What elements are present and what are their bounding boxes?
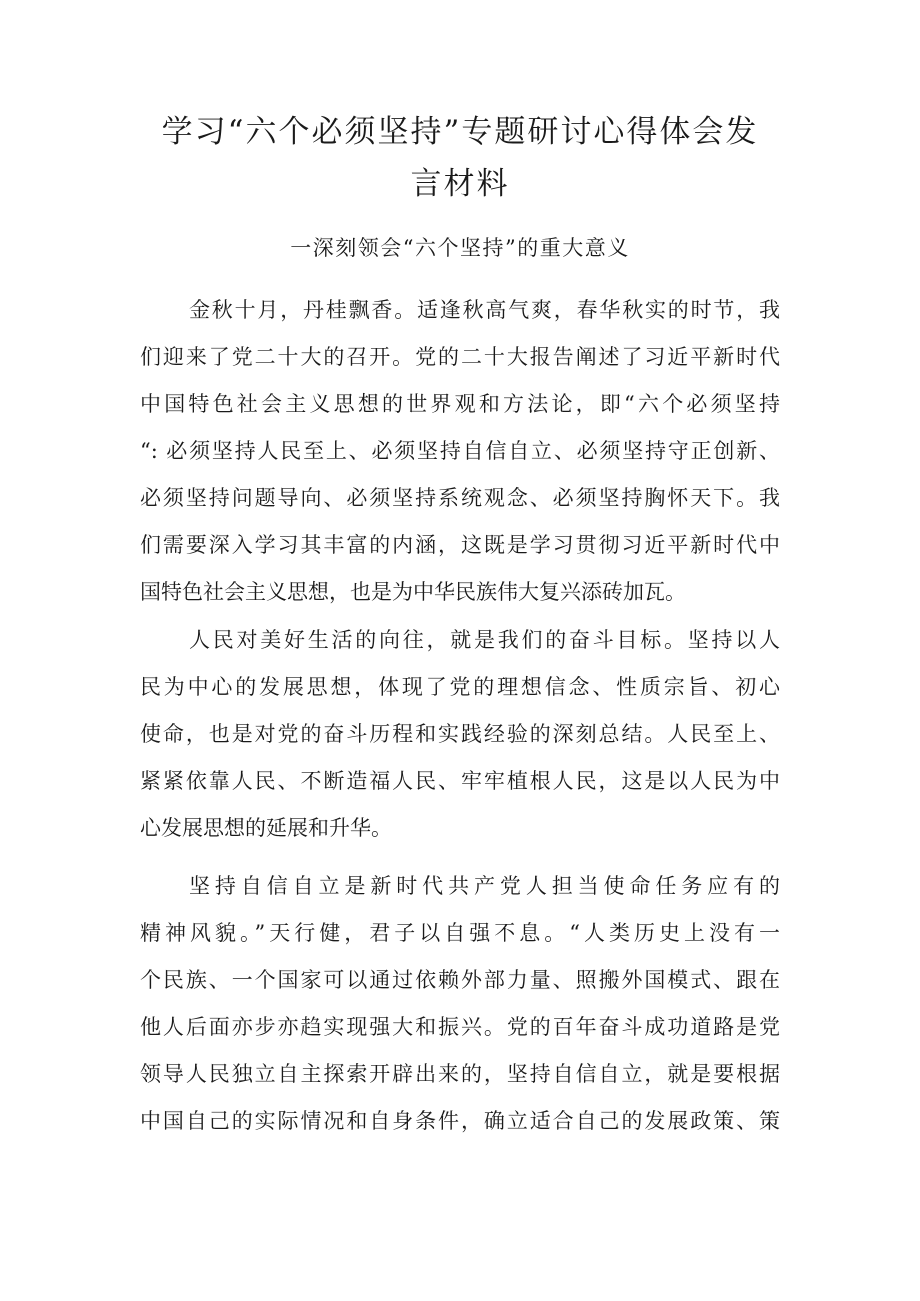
- paragraph-1-line: “: 必须坚持人民至上、必须坚持自信自立、必须坚持守正创新、: [140, 439, 780, 463]
- paragraph-1-line: 中国特色社会主义思想的世界观和方法论，即“六个必须坚持: [140, 392, 780, 416]
- paragraph-1-line: 们需要深入学习其丰富的内涵，这既是学习贯彻习近平新时代中: [140, 533, 780, 557]
- paragraph-2-line: 人民对美好生活的向往，就是我们的奋斗目标。坚持以人: [189, 628, 780, 652]
- document-title-line-1: 学习“六个必须坚持”专题研讨心得体会发: [161, 114, 759, 150]
- paragraph-3-line: 精神风貌。”天行健，君子以自强不息。“人类历史上没有一: [140, 921, 780, 945]
- paragraph-2-line: 心发展思想的延展和升华。: [140, 816, 392, 840]
- paragraph-2-line: 使命，也是对党的奋斗历程和实践经验的深刻总结。人民至上、: [140, 722, 780, 746]
- document-title-line-2: 言材料: [410, 166, 510, 202]
- paragraph-3-line: 中国自己的实际情况和自身条件，确立适合自己的发展政策、策: [140, 1109, 780, 1133]
- paragraph-3-line: 他人后面亦步亦趋实现强大和振兴。党的百年奋斗成功道路是党: [140, 1015, 780, 1039]
- paragraph-3-line: 领导人民独立自主探索开辟出来的，坚持自信自立，就是要根据: [140, 1062, 780, 1086]
- paragraph-3-line: 坚持自信自立是新时代共产党人担当使命任务应有的: [189, 874, 780, 898]
- section-heading: 一深刻领会“六个坚持”的重大意义: [290, 236, 630, 260]
- paragraph-1-line: 国特色社会主义思想，也是为中华民族伟大复兴添砖加瓦。: [140, 580, 686, 604]
- paragraph-2-line: 民为中心的发展思想，体现了党的理想信念、性质宗旨、初心: [140, 675, 780, 699]
- paragraph-3-line: 个民族、一个国家可以通过依赖外部力量、照搬外国模式、跟在: [140, 968, 780, 992]
- paragraph-2-line: 紧紧依靠人民、不断造福人民、牢牢植根人民，这是以人民为中: [140, 769, 780, 793]
- paragraph-1-line: 们迎来了党二十大的召开。党的二十大报告阐述了习近平新时代: [140, 345, 780, 369]
- paragraph-1-line: 金秋十月，丹桂飘香。适逢秋高气爽，春华秋实的时节，我: [189, 298, 780, 322]
- paragraph-1-line: 必须坚持问题导向、必须坚持系统观念、必须坚持胸怀天下。我: [140, 486, 780, 510]
